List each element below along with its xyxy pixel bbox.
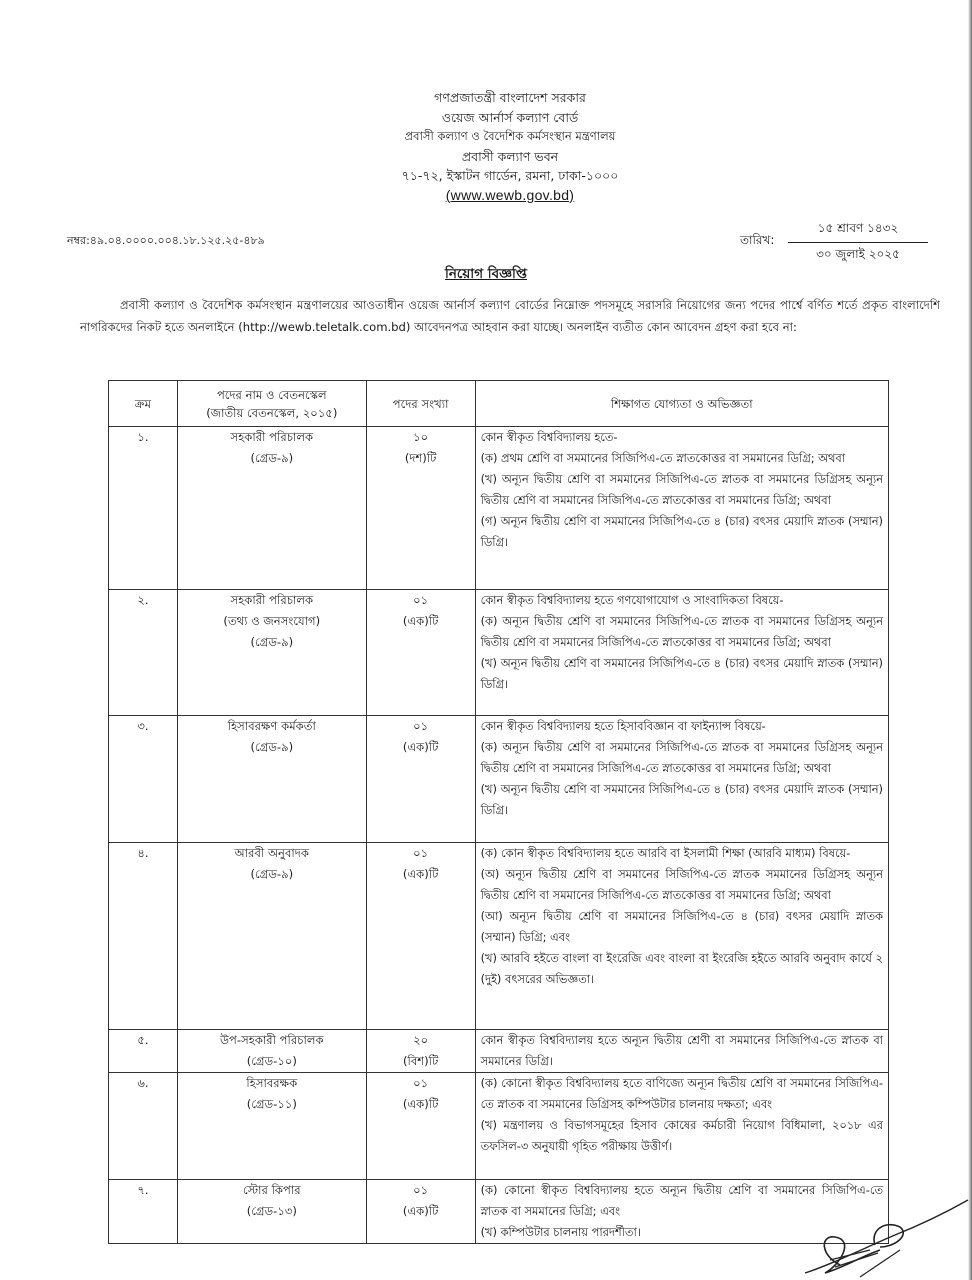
row-post-name [177,716,366,843]
row-serial: ১. [109,427,178,590]
row-post-count [366,1180,475,1244]
post-detail: (গ্রেড-৯) [250,635,294,649]
row-post-name [177,427,366,590]
count-number: ০১ [413,593,429,607]
count-words: (এক)টি [402,614,439,628]
post-detail: (গ্রেড-১১) [246,1097,297,1111]
header-post-name [177,381,366,427]
row-post-count [366,1073,475,1180]
post-detail: (তথ্য ও জনসংযোগ) [223,614,321,628]
row-post-name [177,843,366,1030]
qualification-line: (ক) কোনো স্বীকৃত বিশ্ববিদ্যালয় হতে অন্যূন দ্বিতীয় শ্রেণি বা সমমানের সিজিপিএ-তে স্নাতক বা সমমানের ডিগ্রি; এবং [480,1183,883,1218]
page-edge-shadow [968,0,972,1280]
row-serial: ৭. [109,1180,178,1244]
qualification-line: (খ) মন্ত্রণালয় ও বিভাগসমূহের হিসাব কোষের কর্মচারী নিয়োগ বিধিমালা, ২০১৮ এর তফসিল-৩ অনুযায়ী গৃহিত পরীক্ষায় উত্তীর্ণ। [480,1118,883,1153]
row-serial: ৫. [109,1030,178,1073]
header-qualification: শিক্ষাগত যোগ্যতা ও অভিজ্ঞতা [475,381,888,427]
count-number: ১০ [413,430,429,444]
count-words: (এক)টি [402,1097,439,1111]
table-row [109,1030,889,1073]
post-detail: (গ্রেড-৯) [250,740,294,754]
board-name: ওয়েজ আর্নার্স কল্যাণ বোর্ড [441,109,579,125]
intro-paragraph [80,294,940,338]
row-serial: ২. [109,590,178,716]
qualification-line: (ক) প্রথম শ্রেণি বা সমমানের সিজিপিএ-তে স্নাতকোত্তর বা সমমানের ডিগ্রি; অথবা [480,451,846,465]
qualification-line: (খ) আরবি হইতে বাংলা বা ইংরেজি এবং বাংলা বা ইংরেজি হইতে আরবি অনুবাদ কার্যে ২ (দুই) বৎসরের অভিজ্ঞতা। [480,951,883,986]
post-title: আরবী অনুবাদক [234,846,309,860]
row-serial: ৪. [109,843,178,1030]
post-title: সহকারী পরিচালক [230,593,314,607]
qualification-line: (গ) অন্যূন দ্বিতীয় শ্রেণি বা সমমানের সিজিপিএ-তে ৪ (চার) বৎসর মেয়াদি স্নাতক (সম্মান) ডিগ্রি। [480,514,883,549]
date-fraction [788,220,928,266]
memo-number: নম্বর:৪৯.০৪.০০০০.০০৪.১৮.১২৫.২৫-৪৮৯ [67,234,265,247]
row-qualification [475,427,888,590]
intro-text: প্রবাসী কল্যাণ ও বৈদেশিক কর্মসংস্থান মন্ত্রণালয়ের আওতাধীন ওয়েজ আর্নার্স কল্যাণ বোর্ডের নিম্নোক্ত পদসমূহে সরাসরি নিয়োগের জন্য পদের পার্শ্বে বর্ণিত শর্তে প্রকৃত বাংলাদেশি নাগরিকদের নিকট হতে অনলাইনে (http://wewb.teletalk.com.bd) আবেদনপত্র আহবান করা যাচ্ছে। অনলাইন ব্যতীত কোন আবেদন গ্রহণ করা হবে না: [80,298,941,334]
table-header-row [109,381,889,427]
row-qualification [475,1030,888,1073]
header-post-count: পদের সংখ্যা [366,381,475,427]
post-detail: (গ্রেড-১০) [246,1054,297,1068]
count-number: ০১ [413,719,429,733]
qualification-line: কোন স্বীকৃত বিশ্ববিদ্যালয় হতে হিসাববিজ্ঞান বা ফাইন্যান্স বিষয়ে- [480,719,766,733]
date-gregorian: ৩০ জুলাই ২০২৫ [816,247,900,261]
govt-name: গণপ্রজাতন্ত্রী বাংলাদেশ সরকার [434,90,586,105]
count-number: ০১ [413,1076,429,1090]
signature [800,1195,970,1280]
row-qualification [475,716,888,843]
ministry-name: প্রবাসী কল্যাণ ও বৈদেশিক কর্মসংস্থান মন্ত্রণালয় [404,129,616,143]
count-words: (এক)টি [402,867,439,881]
post-title: স্টোর কিপার [242,1183,301,1197]
row-qualification [475,843,888,1030]
qualification-line: (খ) অন্যূন দ্বিতীয় শ্রেণি বা সমমানের সিজিপিএ-তে ৪ (চার) বৎসর মেয়াদি স্নাতক (সম্মান) ডিগ্রি। [480,782,883,817]
count-words: (এক)টি [402,740,439,754]
table-row [109,1073,889,1180]
qualification-line: কোন স্বীকৃত বিশ্ববিদ্যালয় হতে অন্যূন দ্বিতীয় শ্রেণী বা সমমানের সিজিপিএ-তে স্নাতক বা সমমানের ডিগ্রি। [480,1033,883,1068]
qualification-line: (খ) অন্যূন দ্বিতীয় শ্রেণি বা সমমানের সিজিপিএ-তে স্নাতক বা সমমানের ডিগ্রিসহ অন্যূন দ্বিতীয় শ্রেণি বা সমমানের সিজিপিএ-তে স্নাতকোত্তর বা সমমানের ডিগ্রি; অথবা [480,472,883,507]
table-row [109,427,889,590]
header-serial: ক্রম [109,381,178,427]
qualification-line: (অ) অন্যূন দ্বিতীয় শ্রেণি বা সমমানের সিজিপিএ-তে স্নাতক সমমানের ডিগ্রিসহ অন্যূন দ্বিতীয় শ্রেণি বা সমমানের সিজিপিএ-তে স্নাতকোত্তর বা সমমানের ডিগ্রি; অথবা [480,867,883,902]
row-serial: ৬. [109,1073,178,1180]
post-title: হিসাবরক্ষক [246,1076,298,1090]
qualification-line: (ক) কোন স্বীকৃত বিশ্ববিদ্যালয় হতে আরবি বা ইসলামী শিক্ষা (আরবি মাধ্যম) বিষয়ে- [480,846,851,860]
post-title: সহকারী পরিচালক [230,430,314,444]
count-words: (দশ)টি [404,451,437,465]
row-post-name [177,1030,366,1073]
table-row [109,843,889,1030]
date-label: তারিখ: [740,233,775,247]
row-post-count [366,843,475,1030]
header-post-name-line2: (জাতীয় বেতনস্কেল, ২০১৫) [206,405,338,420]
table-row [109,1180,889,1244]
post-detail: (গ্রেড-১৩) [246,1204,297,1218]
qualification-line: (ক) কোনো স্বীকৃত বিশ্ববিদ্যালয় হতে বাণিজ্যে অন্যূন দ্বিতীয় শ্রেণি বা সমমানের সিজিপিএ-তে স্নাতক বা সমমানের ডিগ্রিসহ কম্পিউটার চালনায় দক্ষতা; এবং [480,1076,883,1111]
row-qualification [475,590,888,716]
building-name: প্রবাসী কল্যাণ ভবন [461,148,559,164]
row-post-count [366,590,475,716]
post-title: হিসাবরক্ষণ কর্মকর্তা [227,719,316,733]
row-post-name [177,590,366,716]
row-post-name [177,1073,366,1180]
table-row [109,590,889,716]
row-serial: ৩. [109,716,178,843]
website-link[interactable]: (www.wewb.gov.bd) [445,186,575,203]
notice-title-text: নিয়োগ বিজ্ঞপ্তি [444,266,527,282]
qualification-line: কোন স্বীকৃত বিশ্ববিদ্যালয় হতে গণযোগাযোগ ও সাংবাদিকতা বিষয়ে- [480,593,784,607]
date-bangla: ১৫ শ্রাবণ ১৪৩২ [788,220,928,243]
count-words: (বিশ)টি [402,1054,439,1068]
table-row [109,716,889,843]
address: ৭১-৭২, ইস্কাটন গার্ডেন, রমনা, ঢাকা-১০০০ [401,168,619,183]
count-number: ০১ [413,846,429,860]
post-detail: (গ্রেড-৯) [250,451,294,465]
row-post-count [366,427,475,590]
qualification-line: (খ) অন্যূন দ্বিতীয় শ্রেণি বা সমমানের সিজিপিএ-তে ৪ (চার) বৎসর মেয়াদি স্নাতক (সম্মান) ডিগ্রি। [480,656,883,691]
qualification-line: (খ) কম্পিউটার চালনায় পারদর্শীতা। [480,1225,641,1239]
qualification-line: (ক) অন্যূন দ্বিতীয় শ্রেণি বা সমমানের সিজিপিএ-তে স্নাতক বা সমমানের ডিগ্রিসহ অন্যূন দ্বিতীয় শ্রেণি বা সমমানের সিজিপিএ-তে স্নাতকোত্তর বা সমমানের ডিগ্রি; অথবা [480,614,883,649]
post-title: উপ-সহকারী পরিচালক [220,1033,324,1047]
qualification-line: কোন স্বীকৃত বিশ্ববিদ্যালয় হতে- [480,430,618,444]
qualification-line: (ক) অন্যূন দ্বিতীয় শ্রেণি বা সমমানের সিজিপিএ-তে স্নাতক বা সমমানের ডিগ্রিসহ অন্যূন দ্বিতীয় শ্রেণি বা সমমানের সিজিপিএ-তে স্নাতকোত্তর বা সমমানের ডিগ্রি; অথবা [480,740,883,775]
post-detail: (গ্রেড-৯) [250,867,294,881]
notice-title [0,263,972,286]
posts-table [108,380,889,1244]
row-post-name [177,1180,366,1244]
table-body [109,427,889,1244]
count-words: (এক)টি [402,1204,439,1218]
row-qualification [475,1073,888,1180]
qualification-line: (আ) অন্যূন দ্বিতীয় শ্রেণি বা সমমানের সিজিপিএ-তে ৪ (চার) বৎসর মেয়াদি স্নাতক (সম্মান) ডিগ্রি; এবং [480,909,883,944]
count-number: ০১ [413,1183,429,1197]
row-post-count [366,716,475,843]
header-post-name-line1: পদের নাম ও বেতনস্কেল [216,387,327,402]
count-number: ২০ [413,1033,429,1047]
letterhead [300,88,720,205]
row-post-count [366,1030,475,1073]
